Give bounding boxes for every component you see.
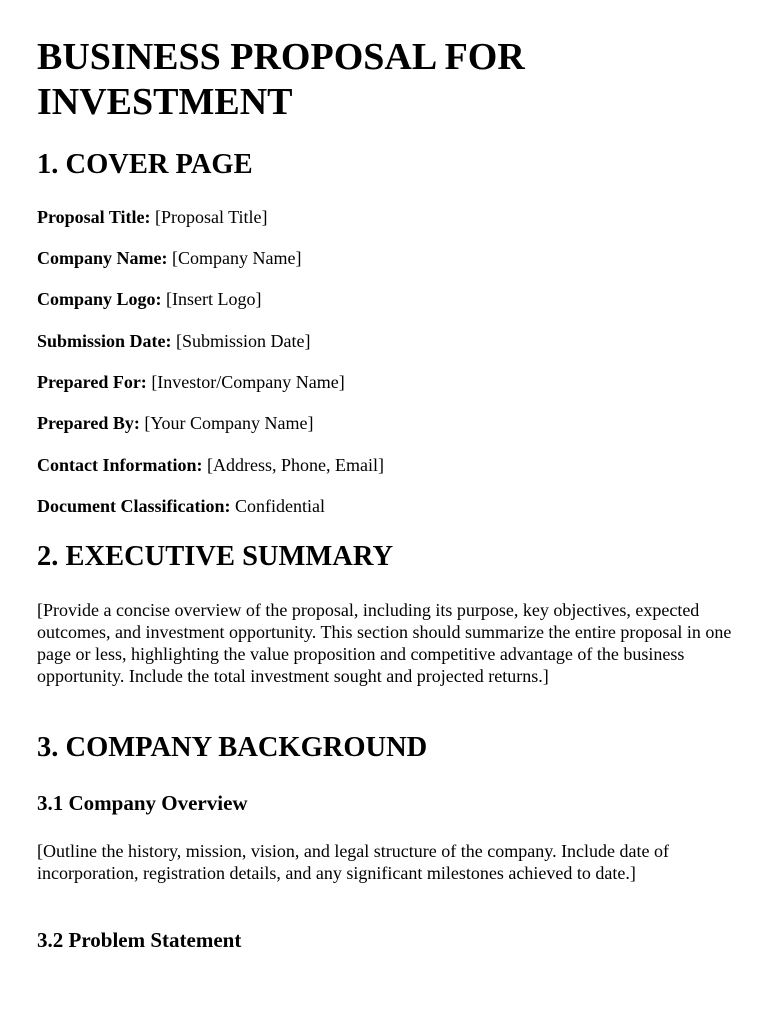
field-label: Company Logo: (37, 289, 162, 309)
field-value: Confidential (234, 496, 325, 516)
field-value: [Submission Date] (176, 331, 311, 351)
field-label: Submission Date: (37, 331, 172, 351)
field-label: Proposal Title: (37, 207, 151, 227)
field-label: Document Classification: (37, 496, 231, 516)
field-label: Prepared For: (37, 372, 147, 392)
field-label: Contact Information: (37, 455, 203, 475)
field-prepared-for (37, 371, 345, 393)
subsection-heading-company-overview: 3.1 Company Overview (37, 791, 248, 815)
section-heading-executive-summary: 2. EXECUTIVE SUMMARY (37, 541, 394, 572)
field-company-name (37, 247, 301, 269)
field-contact-information (37, 454, 384, 476)
field-prepared-by (37, 412, 313, 434)
field-value: [Insert Logo] (166, 289, 262, 309)
field-company-logo (37, 288, 261, 310)
field-submission-date (37, 330, 311, 352)
section-heading-cover-page: 1. COVER PAGE (37, 149, 253, 180)
field-document-classification (37, 495, 325, 517)
section-heading-company-background: 3. COMPANY BACKGROUND (37, 732, 428, 763)
subsection-heading-problem-statement: 3.2 Problem Statement (37, 928, 242, 952)
field-value: [Investor/Company Name] (151, 372, 345, 392)
field-value: [Company Name] (172, 248, 302, 268)
field-label: Prepared By: (37, 413, 140, 433)
executive-summary-paragraph: [Provide a concise overview of the proposal, including its purpose, key objectives, expected outcomes, and investment opportunity. This section should summarize the entire proposal in one page or less, highlighting the value proposition and competitive advantage of the business opportunity. Include the total investment sought and projected returns.] (37, 600, 732, 686)
field-value: [Your Company Name] (144, 413, 314, 433)
field-proposal-title (37, 206, 268, 228)
field-value: [Proposal Title] (155, 207, 268, 227)
field-label: Company Name: (37, 248, 168, 268)
field-value: [Address, Phone, Email] (206, 455, 384, 475)
company-overview-paragraph: [Outline the history, mission, vision, and legal structure of the company. Include date of incorporation, registration details, and any significant milestones achieved to date.] (37, 841, 670, 883)
document-title: BUSINESS PROPOSAL FOR INVESTMENT (37, 36, 525, 123)
